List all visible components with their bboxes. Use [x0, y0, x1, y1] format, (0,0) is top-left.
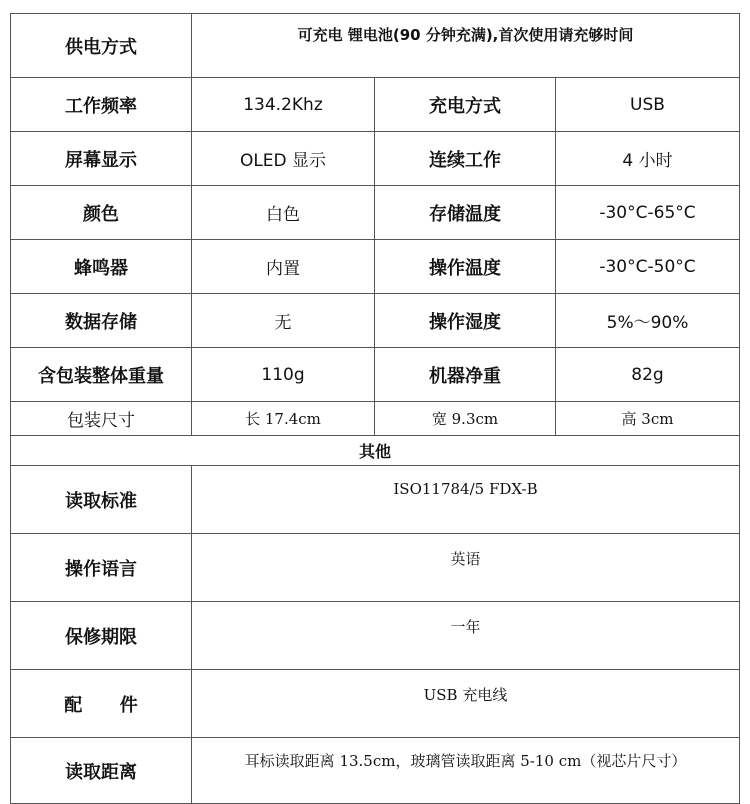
table-row: [11, 294, 740, 348]
spec-value: 5%～90%: [556, 294, 740, 348]
spec-label: 工作频率: [11, 78, 192, 132]
package-width: 宽 9.3cm: [375, 402, 556, 436]
other-label: 配 件: [11, 670, 192, 738]
table-row: [11, 132, 740, 186]
other-value: USB 充电线: [192, 670, 740, 738]
spec-label: 颜色: [11, 186, 192, 240]
spec-label: 充电方式: [375, 78, 556, 132]
other-label: 操作语言: [11, 534, 192, 602]
package-length: 长 17.4cm: [192, 402, 375, 436]
spec-label: 机器净重: [375, 348, 556, 402]
other-value: 一年: [192, 602, 740, 670]
spec-value: 82g: [556, 348, 740, 402]
spec-value: 无: [192, 294, 375, 348]
table-row: [11, 78, 740, 132]
spec-value: -30°C-65°C: [556, 186, 740, 240]
power-label: 供电方式: [11, 14, 192, 78]
other-value: 耳标读取距离 13.5cm，玻璃管读取距离 5-10 cm（视芯片尺寸）: [192, 738, 740, 804]
table-row: [11, 466, 740, 534]
spec-label: 操作温度: [375, 240, 556, 294]
other-label: 读取标准: [11, 466, 192, 534]
power-value: 可充电 锂电池(90 分钟充满),首次使用请充够时间: [192, 14, 740, 78]
spec-label: 含包装整体重量: [11, 348, 192, 402]
package-height: 高 3cm: [556, 402, 740, 436]
spec-label: 数据存储: [11, 294, 192, 348]
table-row: [11, 348, 740, 402]
spec-label: 屏幕显示: [11, 132, 192, 186]
table-row: [11, 534, 740, 602]
spec-table: [10, 13, 740, 804]
table-row: [11, 670, 740, 738]
other-heading: 其他: [11, 436, 740, 466]
spec-label: 蜂鸣器: [11, 240, 192, 294]
spec-label: 操作湿度: [375, 294, 556, 348]
spec-label: 存储温度: [375, 186, 556, 240]
spec-value: 4 小时: [556, 132, 740, 186]
other-heading-row: [11, 436, 740, 466]
table-row: [11, 186, 740, 240]
table-row: [11, 602, 740, 670]
table-row: [11, 240, 740, 294]
other-label: 保修期限: [11, 602, 192, 670]
spec-value: 内置: [192, 240, 375, 294]
package-label: 包装尺寸: [11, 402, 192, 436]
table-row: [11, 14, 740, 78]
spec-value: 110g: [192, 348, 375, 402]
spec-value: -30°C-50°C: [556, 240, 740, 294]
spec-value: 134.2Khz: [192, 78, 375, 132]
other-label: 读取距离: [11, 738, 192, 804]
other-value: ISO11784/5 FDX-B: [192, 466, 740, 534]
package-row: [11, 402, 740, 436]
table-row: [11, 738, 740, 804]
other-value: 英语: [192, 534, 740, 602]
spec-value: OLED 显示: [192, 132, 375, 186]
spec-value: 白色: [192, 186, 375, 240]
spec-label: 连续工作: [375, 132, 556, 186]
spec-value: USB: [556, 78, 740, 132]
